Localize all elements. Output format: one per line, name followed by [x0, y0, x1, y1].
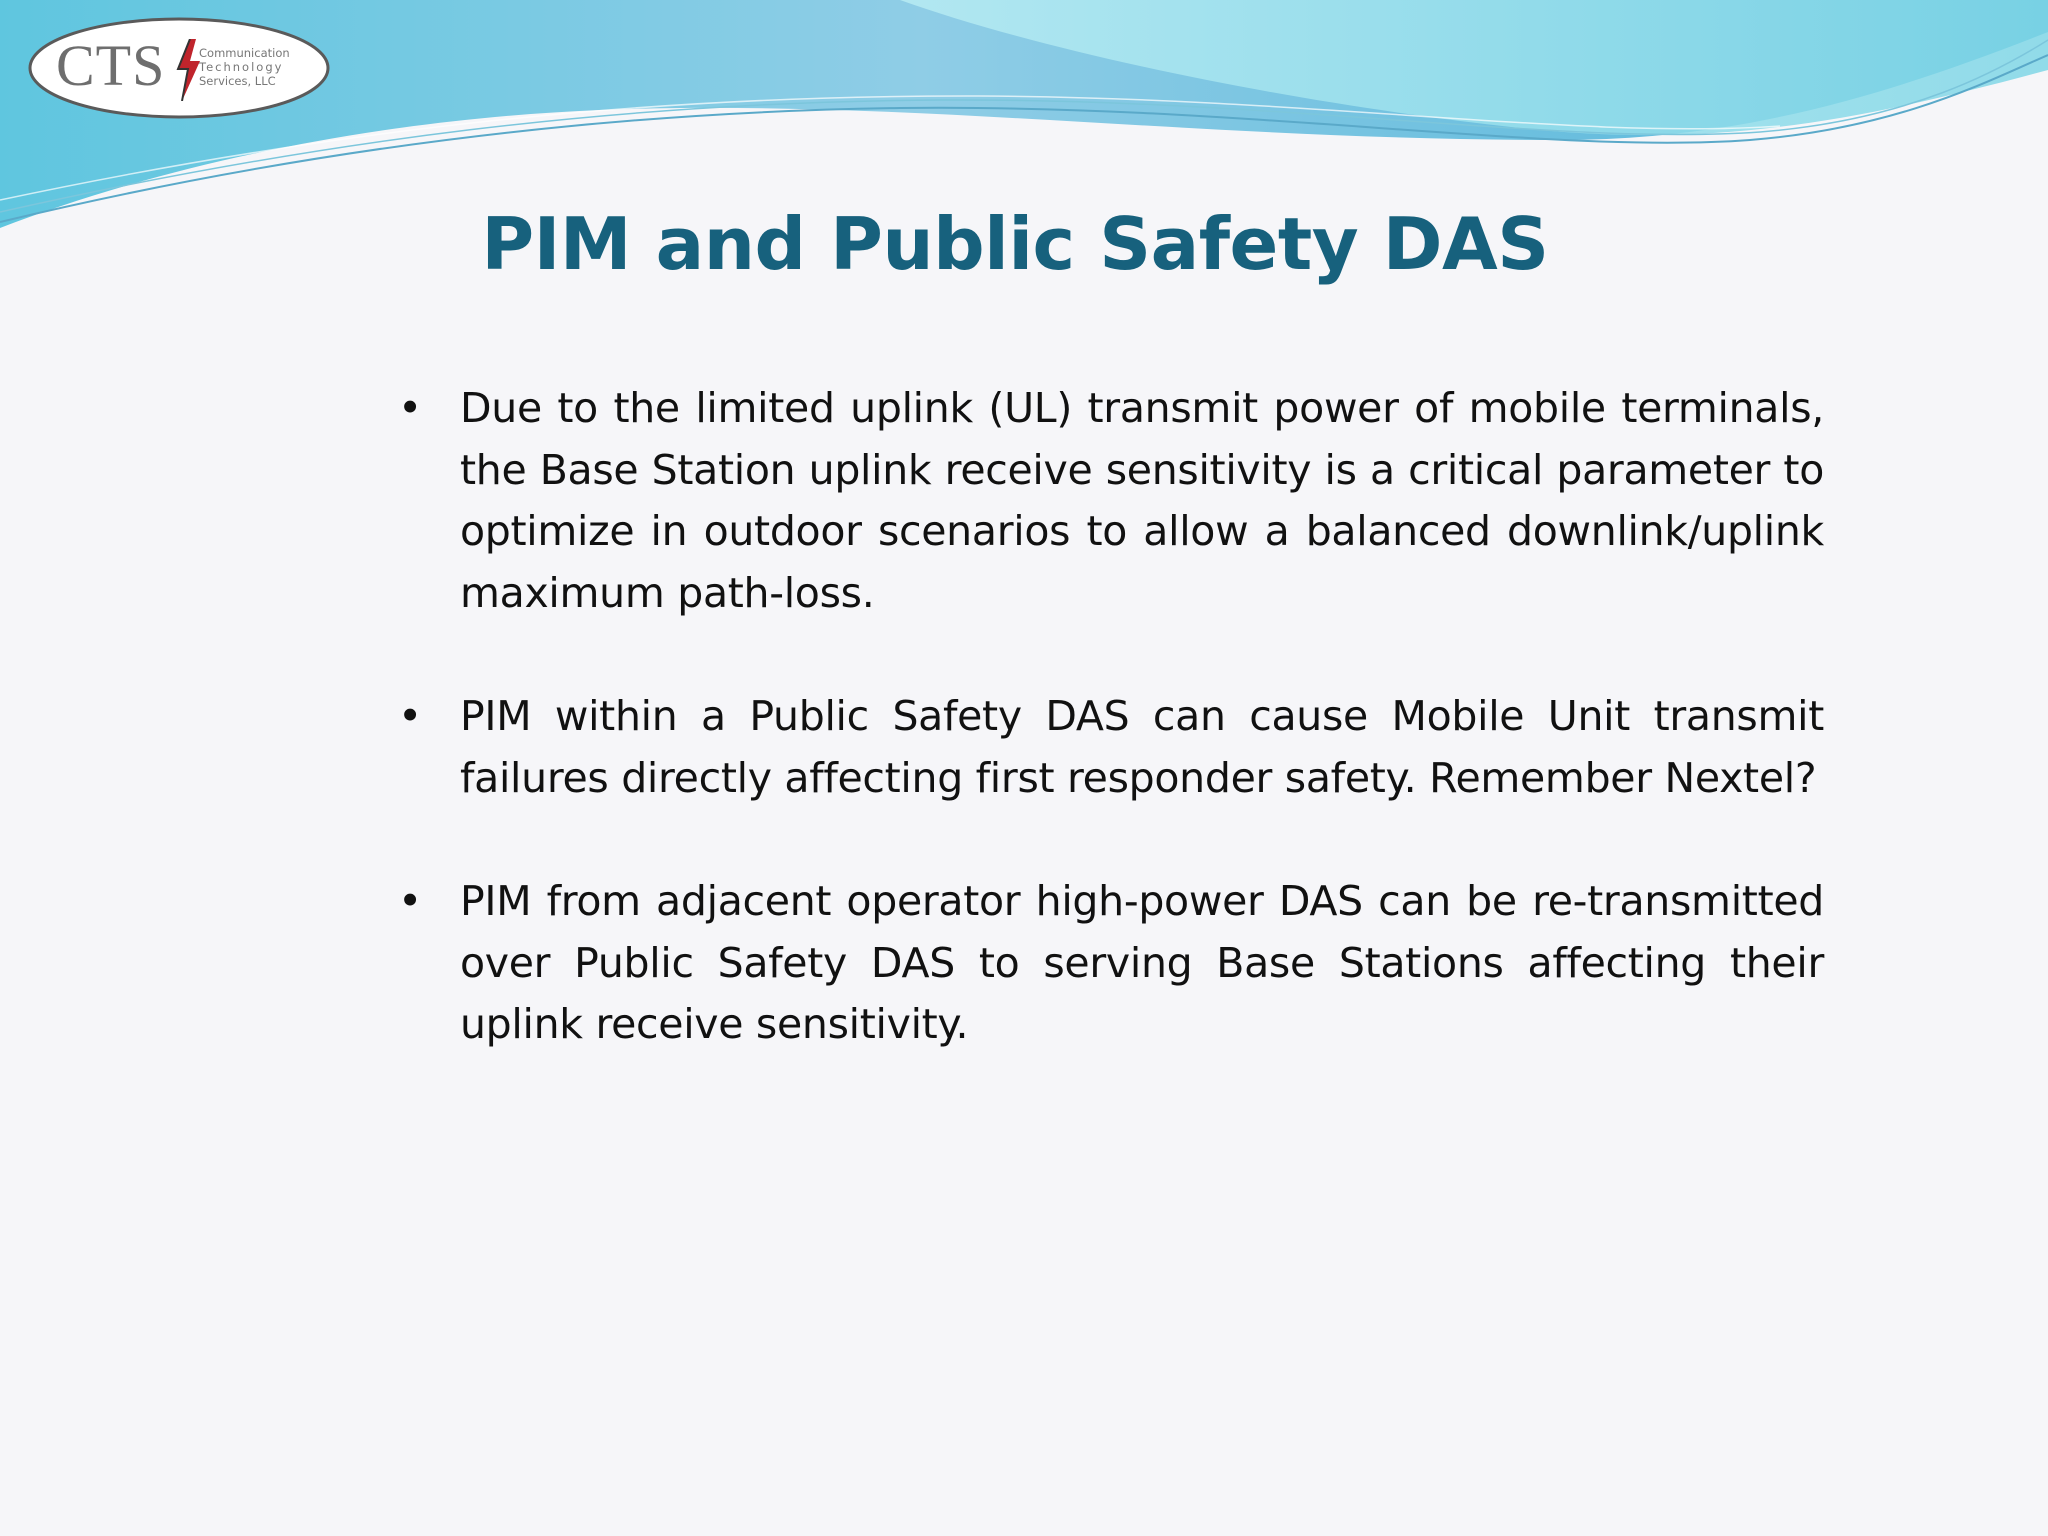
logo-subtitle-line: Technology [199, 60, 284, 74]
bullet-text: PIM from adjacent operator high-power DAS can be re-transmitted over Public Safety DAS to serving Base Stations affecting their uplink receive sensitivity. [460, 877, 1824, 1048]
bullet-dot-icon: • [398, 877, 422, 925]
bullet-item [392, 378, 1824, 624]
bullet-text: PIM within a Public Safety DAS can cause Mobile Unit transmit failures directly affecting first responder safety. Remember Nextel? [460, 692, 1824, 802]
bullet-list [392, 378, 1824, 1118]
bullet-text: Due to the limited uplink (UL) transmit power of mobile terminals, the Base Station uplink receive sensitivity is a critical parameter to optimize in outdoor scenarios to allow a balanced downlink/uplink maximum path-loss. [460, 384, 1824, 617]
bullet-item [392, 871, 1824, 1056]
bullet-dot-icon: • [398, 692, 422, 740]
bullet-dot-icon: • [398, 384, 422, 432]
logo-subtitle [199, 46, 319, 88]
bullet-item [392, 686, 1824, 809]
logo-subtitle-line: Communication [199, 46, 290, 60]
logo-brand-text: CTS [56, 33, 166, 98]
company-logo [28, 15, 330, 121]
slide-title: PIM and Public Safety DAS [481, 202, 1549, 286]
logo-subtitle-line: Services, LLC [199, 74, 276, 88]
